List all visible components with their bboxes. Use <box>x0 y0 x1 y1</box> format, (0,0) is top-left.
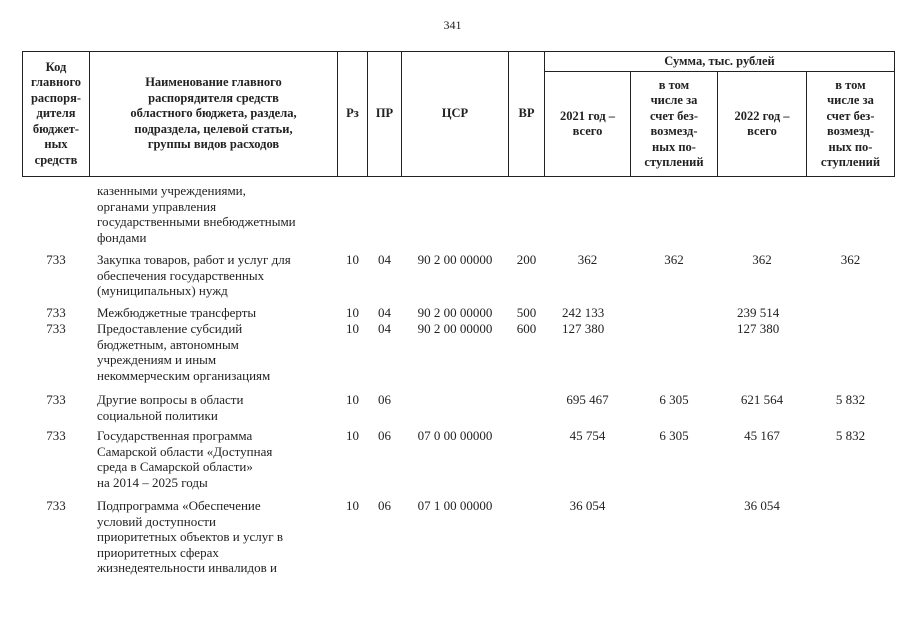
header-2022-total: 2022 год – всего <box>717 71 807 177</box>
row-sum-2021: 36 054 <box>569 498 606 513</box>
row-code: 733 <box>46 392 66 407</box>
row-code: 733 <box>46 428 66 443</box>
row-sum-2022: 239 514 <box>737 305 780 320</box>
row-code: 733 <box>46 252 66 267</box>
row-pr: 06 <box>378 498 391 513</box>
row-free-2022: 5 832 <box>835 428 866 443</box>
row-sum-2021: 242 133 <box>562 305 605 320</box>
header-code: Код главного распоря- дителя бюджет- ных средств <box>22 51 90 177</box>
row-pr: 06 <box>378 392 391 407</box>
row-rz: 10 <box>346 321 359 336</box>
row-sum-2022: 36 054 <box>744 498 780 513</box>
row-rz: 10 <box>346 428 359 443</box>
row-free-2021: 362 <box>664 252 684 267</box>
row-name: Закупка товаров, работ и услуг для обеспечения государственных (муниципальных) нужд <box>97 252 291 298</box>
row-sum-2021: 45 754 <box>569 428 606 443</box>
header-sum: Сумма, тыс. рублей <box>544 51 895 72</box>
row-name: Межбюджетные трансферты <box>97 305 257 320</box>
row-code: 733 <box>46 305 66 320</box>
row-rz: 10 <box>346 305 359 320</box>
row-sum-2022: 127 380 <box>737 321 780 336</box>
row-code: 733 <box>46 321 66 336</box>
row-free-2021: 6 305 <box>659 428 689 443</box>
row-sum-2021: 362 <box>577 252 598 267</box>
row-csr: 90 2 00 00000 <box>417 252 493 267</box>
row-sum-2022: 621 564 <box>740 392 784 407</box>
row-rz: 10 <box>346 498 359 513</box>
row-sum-2022: 362 <box>752 252 772 267</box>
row-free-2022: 362 <box>840 252 861 267</box>
header-rz: Рз <box>337 51 368 177</box>
header-2021-total: 2021 год – всего <box>544 71 631 177</box>
row-sum-2022: 45 167 <box>744 428 780 443</box>
header-name: Наименование главного распорядителя средств областного бюджета, раздела, подраздела, целевой статьи, группы видов расходов <box>89 51 338 177</box>
row-vr: 200 <box>516 252 537 267</box>
header-pr: ПР <box>367 51 402 177</box>
row-pr: 04 <box>378 252 391 267</box>
row-rz: 10 <box>346 392 359 407</box>
header-csr: ЦСР <box>401 51 509 177</box>
page-number: 341 <box>443 18 462 32</box>
row-name: Государственная программа Самарской области «Доступная среда в Самарской области» на 2014 – 2025 годы <box>97 428 273 490</box>
row-csr: 90 2 00 00000 <box>417 305 493 320</box>
row-sum-2021: 127 380 <box>562 321 605 336</box>
header-vr: ВР <box>508 51 545 177</box>
row-csr: 90 2 00 00000 <box>417 321 493 336</box>
row-name: Другие вопросы в области социальной политики <box>97 392 244 423</box>
row-vr: 600 <box>516 321 537 336</box>
header-2021-free: в том числе за счет без- возмезд- ных по- ступлений <box>630 71 718 177</box>
row-pr: 04 <box>378 305 391 320</box>
row-name: казенными учреждениями, органами управления государственными внебюджетными фондами <box>97 183 296 245</box>
row-csr: 07 1 00 00000 <box>417 498 493 513</box>
row-name: Подпрограмма «Обеспечение условий доступности приоритетных объектов и услуг в приоритетных сферах жизнедеятельности инвалидов и <box>97 498 283 575</box>
row-sum-2021: 695 467 <box>566 392 609 407</box>
row-vr: 500 <box>516 305 537 320</box>
row-pr: 04 <box>378 321 391 336</box>
row-csr: 07 0 00 00000 <box>417 428 493 443</box>
header-2022-free: в том числе за счет без- возмезд- ных по- ступлений <box>806 71 895 177</box>
row-free-2021: 6 305 <box>659 392 689 407</box>
row-pr: 06 <box>378 428 391 443</box>
row-code: 733 <box>46 498 66 513</box>
row-free-2022: 5 832 <box>835 392 866 407</box>
row-name: Предоставление субсидий бюджетным, автономным учреждениям и иным некоммерческим организациям <box>97 321 271 383</box>
row-rz: 10 <box>346 252 359 267</box>
